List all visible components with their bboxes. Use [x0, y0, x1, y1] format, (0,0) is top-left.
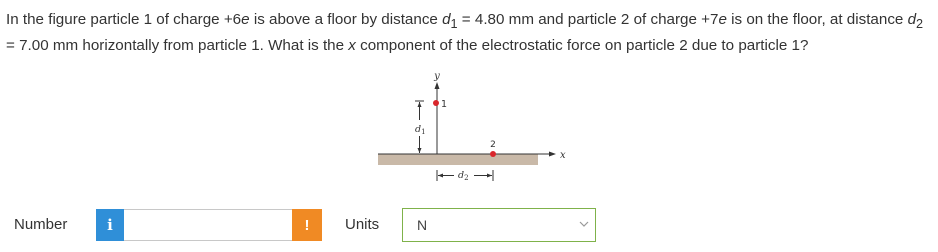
d2-left-arrow [438, 174, 443, 178]
units-select[interactable] [402, 208, 596, 242]
x-axis-arrow [549, 152, 556, 157]
d1-label: $d_1$ [415, 124, 426, 136]
particle-1 [433, 100, 439, 106]
answer-row [0, 207, 938, 243]
particle-2 [490, 151, 496, 157]
physics-figure [370, 70, 570, 190]
number-label: Number [14, 216, 68, 233]
info-icon[interactable]: i [96, 209, 124, 241]
particle-1-label: 1 [441, 99, 448, 110]
units-label: Units [345, 216, 380, 233]
units-selected-value: N [417, 217, 428, 233]
d1-up-arrow [418, 102, 422, 107]
figure-diagram [370, 70, 570, 190]
d1-down-arrow [418, 148, 422, 153]
d2-right-arrow [487, 174, 492, 178]
y-axis-arrow [435, 82, 440, 89]
chevron-down-icon [579, 219, 589, 229]
y-axis-label: y [434, 71, 440, 82]
floor [378, 154, 538, 165]
d2-label: $d_2$ [458, 170, 469, 182]
particle-2-label: 2 [490, 140, 496, 150]
question-text: In the figure particle 1 of charge +6e is above a floor by distance $d_1 = 4.80$ mm and particle 2 of charge +7e is on the floor, at distance $d_2 = 7.00$ mm horizontally from particle 1. What is the x component of the electrostatic force on particle 2 due to particle 1? [6, 11, 924, 55]
warning-icon[interactable]: ! [292, 209, 322, 241]
number-input[interactable] [124, 209, 292, 241]
x-axis-label: x [560, 150, 566, 161]
